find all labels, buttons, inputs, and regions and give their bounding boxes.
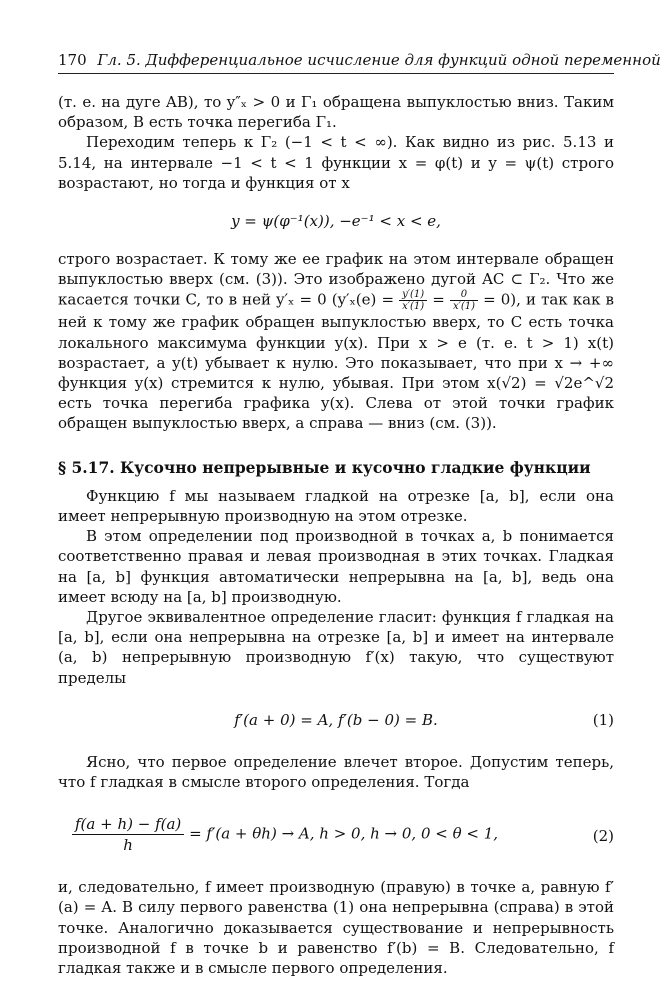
paragraph-first-implies-second: Ясно, что первое определение влечет второе. Допустим теперь, что f гладкая в смысле второго определения. Тогда <box>58 752 614 792</box>
paragraph-convexity-start: строго возрастает. К тому же ее график на этом интервале обращен выпуклостью вверх (см. (3)). Это изображено дугой AC ⊂ Γ₂. Что же касается точки C, то в ней y′ₓ = 0 <box>58 250 614 309</box>
paragraph-smooth-definition: Функцию f мы называем гладкой на отрезке [a, b], если она имеет непрерывную производную на этом отрезке. <box>58 486 614 526</box>
fraction-derivative-ratio <box>399 289 427 312</box>
fraction-denominator: h <box>123 836 133 855</box>
equation-2-number: (2) <box>592 827 614 846</box>
equation-1-number: (1) <box>592 710 614 729</box>
page-number: 170 <box>58 51 87 69</box>
fraction-numerator: 0 <box>450 289 478 301</box>
body-text <box>58 92 614 978</box>
fraction-denominator: x′(1) <box>452 301 476 313</box>
equation-inverse-function: y = ψ(φ⁻¹(x)), −e⁻¹ < x < e, <box>231 212 441 231</box>
paragraph-convexity-end: так как в ней к тому же график обращен выпуклостью вверх, то C есть точка локального максимума функции y(x). При x > e (т. е. t > 1) x(t) возрастает, а y(t) убывает к нулю. Это показывает, что при x → +∞ функция y(x) стремится к нулю, убывая. При этом x(√2) = √2e^√2 есть точка перегиба графика y(x). Слева от этой точки график обращен выпуклостью вверх, а справа — вниз (см. (3)). <box>58 290 614 433</box>
paragraph-one-sided-derivatives: В этом определении под производной в точках a, b понимается соответственно правая и левая производная в этих точках. Гладкая на [a, b] функция автоматически непрерывна на [a, b], ведь она имеет всюду на [a, b] производную. <box>58 527 614 606</box>
paragraph-equivalent-definition: Другое эквивалентное определение гласит: функция f гладкая на [a, b], если она непрерывна на отрезке [a, b] и имеет на интервале (a, b) непрерывную производную f′(x) такую, что существуют пределы <box>58 608 614 687</box>
equation-1-body: f′(a + 0) = A, f′(b − 0) = B. <box>234 710 438 729</box>
paragraph-conclusion: и, следовательно, f имеет производную (правую) в точке a, равную f′(a) = A. В силу первого равенства (1) она непрерывна (справа) в этой точке. Аналогично доказывается существование и непрерывность производной f в точке b и равенство f′(b) = B. Следовательно, f гладкая также и в смысле первого определения. <box>58 878 614 978</box>
equation-1 <box>58 710 614 730</box>
running-title: Гл. 5. Дифференциальное исчисление для функций одной переменной <box>97 51 661 69</box>
fraction-numerator: y′(1) <box>399 289 427 301</box>
equals-sign: = <box>432 290 450 309</box>
paren-open: (y′ₓ(e) = <box>331 290 400 309</box>
paragraph-convexity <box>58 249 614 434</box>
paragraph-arc-ab: (т. е. на дуге AB), то y″ₓ > 0 и Γ₁ обращена выпуклостью вниз. Таким образом, B есть точка перегиба Γ₁. <box>58 93 614 132</box>
running-head <box>58 50 661 74</box>
difference-quotient <box>72 814 184 855</box>
paragraph-gamma2: Переходим теперь к Γ₂ (−1 < t < ∞). Как видно из рис. 5.13 и 5.14, на интервале −1 < t < 1 функции x = φ(t) и y = ψ(t) строго возрастают, но тогда и функция от x <box>58 133 614 192</box>
section-heading: § 5.17. Кусочно непрерывные и кусочно гладкие функции <box>58 457 591 477</box>
book-page <box>58 50 661 978</box>
paren-close: = 0), и <box>483 290 542 309</box>
equation-2-rest: = f′(a + θh) → A, h > 0, h → 0, 0 < θ < 1, <box>189 824 499 843</box>
fraction-zero-ratio <box>450 289 478 312</box>
fraction-numerator: f(a + h) − f(a) <box>72 814 184 835</box>
equation-2 <box>58 814 614 855</box>
fraction-denominator: x′(1) <box>402 301 425 313</box>
